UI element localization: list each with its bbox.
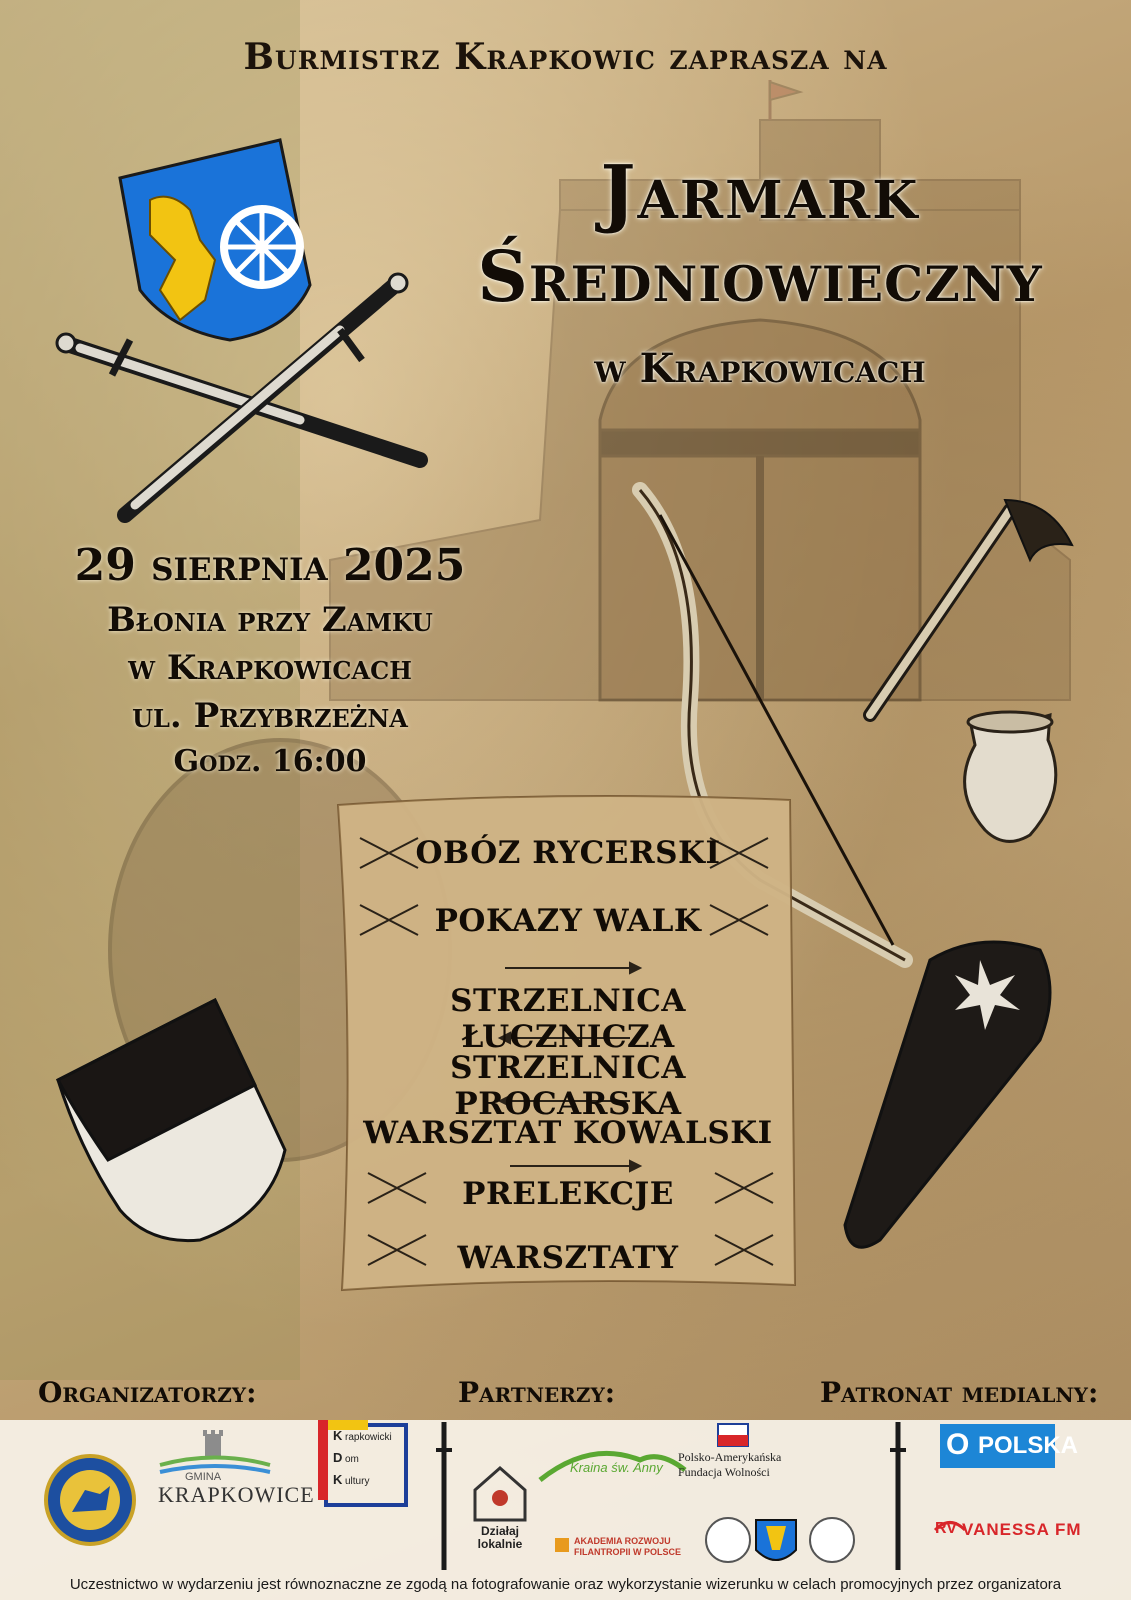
title-line-2: Średniowieczny	[477, 235, 1043, 318]
event-street: ul. Przybrzeżna	[132, 696, 408, 736]
vanessa-label: VANESSA FM	[962, 1520, 1082, 1539]
event-time: Godz. 16:00	[173, 744, 367, 779]
kdk-line-1: rapkowicki	[345, 1432, 392, 1443]
partner-seal-logo	[810, 1518, 854, 1562]
consent-footer: Uczestnictwo w wydarzeniu jest równoznaczne ze zgodą na fotografowanie oraz wykorzystanie wizerunku w celach promocyjnych przez organizatora	[69, 1576, 1062, 1593]
pafw-label-2: Fundacja Wolności	[678, 1465, 770, 1479]
event-venue-line-1: Błonia przy Zamku	[107, 600, 433, 640]
dzialaj-lokalnie-icon	[475, 1468, 525, 1520]
activity-item: STRZELNICA PROCARSKA	[450, 1050, 686, 1122]
kraina-label: Kraina św. Anny	[570, 1460, 663, 1475]
kdk-d-letter: D	[333, 1450, 343, 1465]
pafw-logo-icon	[718, 1424, 748, 1446]
activity-item: WARSZTATY	[457, 1240, 679, 1276]
media-patronage-label: Patronat medialny:	[820, 1376, 1099, 1409]
gmina-tower-icon	[203, 1430, 223, 1456]
kdk-k2-letter: K	[333, 1472, 343, 1487]
activity-item: STRZELNICA ŁUCZNICZA	[450, 983, 686, 1055]
gmina-label-small: GMINA	[185, 1471, 222, 1483]
dzialaj-lokalnie-label: Działaj lokalnie	[477, 1524, 523, 1551]
activity-item: WARSZTAT KOWALSKI	[363, 1115, 773, 1151]
opolska-o-letter: O	[946, 1428, 970, 1461]
clay-pot-illustration	[965, 712, 1056, 841]
kite-shield-right-illustration	[845, 942, 1050, 1247]
sword-separator-icon	[890, 1422, 906, 1570]
activity-item: OBÓZ RYCERSKI	[415, 835, 721, 871]
akademia-logo-icon	[555, 1538, 569, 1552]
akademia-label-1: AKADEMIA ROZWOJU	[574, 1536, 671, 1546]
organizers-label: Organizatorzy:	[38, 1376, 257, 1409]
organizer-seal-logo	[46, 1456, 134, 1544]
activity-item: PRELEKCJE	[462, 1176, 674, 1212]
kdk-k-letter: K	[333, 1428, 343, 1443]
sponsor-logos-band	[0, 1420, 1131, 1600]
event-venue-line-2: w Krapkowicach	[128, 648, 412, 688]
sword-separator-icon	[436, 1422, 452, 1570]
activity-item: POKAZY WALK	[434, 903, 702, 939]
pafw-label-1: Polsko-Amerykańska	[678, 1450, 782, 1464]
invitation-header: Burmistrz Krapkowic zaprasza na	[243, 36, 888, 78]
title-line-3: w Krapkowicach	[594, 345, 926, 392]
opole-coat-of-arms-small	[756, 1520, 796, 1560]
opolska-label: POLSKA	[978, 1432, 1079, 1459]
vanessa-rv-label: RV	[935, 1520, 957, 1537]
partners-label: Partnerzy:	[458, 1376, 616, 1409]
title-line-1: Jarmark	[600, 150, 920, 236]
partner-seal-logo	[706, 1518, 750, 1562]
event-date: 29 sierpnia 2025	[74, 540, 466, 591]
gmina-label: KRAPKOWICE	[158, 1482, 315, 1507]
kdk-line-3: ultury	[345, 1476, 370, 1487]
akademia-label-2: FILANTROPII W POLSCE	[574, 1547, 681, 1557]
kdk-line-2: om	[345, 1454, 359, 1465]
